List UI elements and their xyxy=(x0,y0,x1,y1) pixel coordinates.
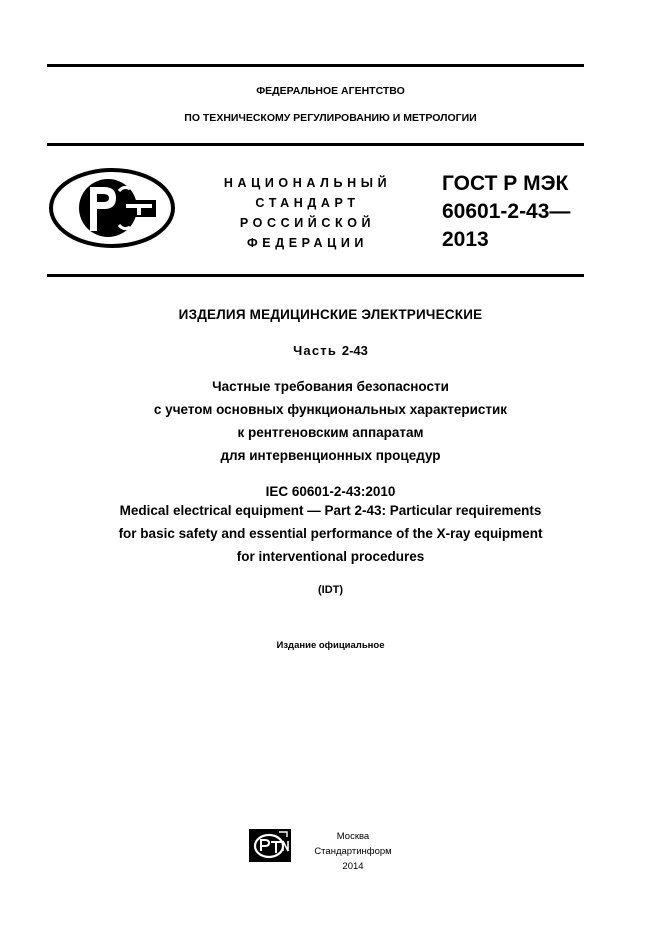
standartinform-logo xyxy=(249,829,291,862)
top-rule xyxy=(47,64,584,67)
iec-code: IEC 60601-2-43:2010 xyxy=(265,484,396,499)
national-line-4: ФЕДЕРАЦИИ xyxy=(246,236,368,250)
requirements-line-2: с учетом основных функциональных характеристик xyxy=(153,402,508,417)
iec-title-line-2: for basic safety and essential performance of the X-ray equipment xyxy=(118,526,543,541)
designation-line-3: 2013 xyxy=(442,228,489,251)
header-divider xyxy=(47,143,584,146)
iec-title-line-1: Medical electrical equipment — Part 2-43: Particular requirements xyxy=(119,503,542,518)
designation-line-1: ГОСТ Р МЭК xyxy=(442,172,569,195)
part-number: 2-43 xyxy=(341,343,368,358)
standard-designation xyxy=(442,170,570,254)
publisher-city: Москва xyxy=(336,831,370,842)
iec-title-line-3: for interventional procedures xyxy=(236,549,425,564)
national-standard-block xyxy=(205,173,410,253)
rst-logo-icon xyxy=(48,167,176,249)
main-title: ИЗДЕЛИЯ МЕДИЦИНСКИЕ ЭЛЕКТРИЧЕСКИЕ xyxy=(178,307,483,322)
rst-logo xyxy=(48,167,176,249)
part-word: Часть xyxy=(293,343,338,358)
national-line-3: РОССИЙСКОЙ xyxy=(239,216,376,230)
agency-line-1: ФЕДЕРАЛЬНОЕ АГЕНТСТВО xyxy=(256,85,405,97)
edition-label: Издание официальное xyxy=(276,640,385,651)
agency-line-2: ПО ТЕХНИЧЕСКОМУ РЕГУЛИРОВАНИЮ И МЕТРОЛОГИИ xyxy=(184,112,477,124)
publisher-block xyxy=(303,829,403,874)
publisher-name: Стандартинформ xyxy=(314,846,392,857)
requirements-line-4: для интервенционных процедур xyxy=(220,448,441,463)
idt-label: (IDT) xyxy=(317,584,344,596)
standartinform-logo-icon xyxy=(249,829,291,862)
part-heading xyxy=(0,343,661,358)
requirements-line-3: к рентгеновским аппаратам xyxy=(237,425,424,440)
national-line-1: НАЦИОНАЛЬНЫЙ xyxy=(223,176,392,190)
title-divider xyxy=(47,274,584,277)
requirements-line-1: Частные требования безопасности xyxy=(212,379,449,394)
designation-line-2: 60601-2-43— xyxy=(442,200,571,223)
publisher-year: 2014 xyxy=(342,861,364,872)
national-line-2: СТАНДАРТ xyxy=(255,196,360,210)
